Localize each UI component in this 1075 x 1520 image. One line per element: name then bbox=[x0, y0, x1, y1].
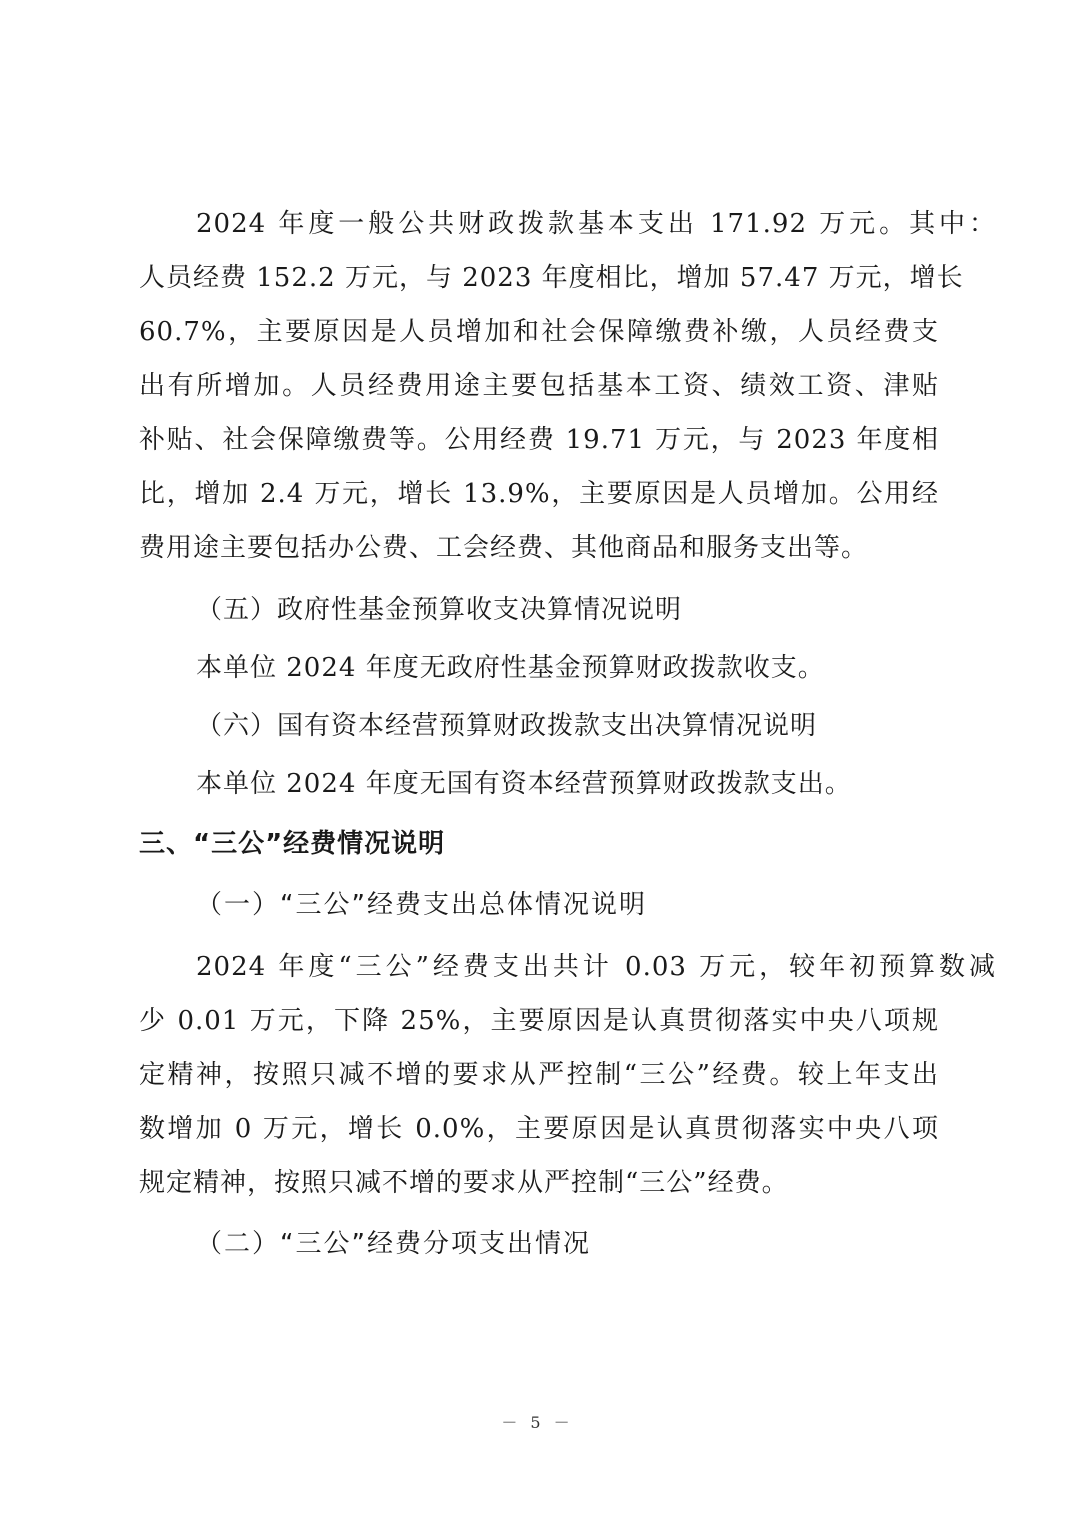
section-heading: 三、“三公”经费情况说明 bbox=[139, 829, 446, 859]
paragraph-line: 本单位 2024 年度无国有资本经营预算财政拨款支出。 bbox=[196, 769, 852, 799]
paragraph-line: 2024 年度“三公”经费支出共计 0.03 万元，较年初预算数减 bbox=[196, 952, 996, 982]
paragraph-line: 规定精神，按照只减不增的要求从严控制“三公”经费。 bbox=[139, 1168, 789, 1198]
paragraph-line: 数增加 0 万元，增长 0.0%，主要原因是认真贯彻落实中央八项 bbox=[139, 1114, 939, 1144]
paragraph-line: 少 0.01 万元，下降 25%，主要原因是认真贯彻落实中央八项规 bbox=[139, 1006, 939, 1036]
section-subheading: （二）“三公”经费分项支出情况 bbox=[196, 1229, 591, 1259]
paragraph-line: 比，增加 2.4 万元，增长 13.9%，主要原因是人员增加。公用经 bbox=[139, 479, 939, 509]
section-subheading: （五）政府性基金预算收支决算情况说明 bbox=[196, 595, 683, 625]
paragraph-line: 2024 年度一般公共财政拨款基本支出 171.92 万元。其中： bbox=[196, 209, 996, 239]
paragraph-line: 60.7%，主要原因是人员增加和社会保障缴费补缴，人员经费支 bbox=[139, 317, 939, 347]
section-subheading: （六）国有资本经营预算财政拨款支出决算情况说明 bbox=[196, 711, 818, 741]
paragraph-line: 补贴、社会保障缴费等。公用经费 19.71 万元，与 2023 年度相 bbox=[139, 425, 939, 455]
paragraph-line: 人员经费 152.2 万元，与 2023 年度相比，增加 57.47 万元，增长 bbox=[139, 263, 964, 293]
paragraph-line: 本单位 2024 年度无政府性基金预算财政拨款收支。 bbox=[196, 653, 825, 683]
paragraph-line: 定精神，按照只减不增的要求从严控制“三公”经费。较上年支出 bbox=[139, 1060, 939, 1090]
paragraph-line: 费用途主要包括办公费、工会经费、其他商品和服务支出等。 bbox=[139, 533, 869, 563]
page-number: － 5 － bbox=[501, 1413, 574, 1432]
paragraph-line: 出有所增加。人员经费用途主要包括基本工资、绩效工资、津贴 bbox=[139, 371, 939, 401]
section-subheading: （一）“三公”经费支出总体情况说明 bbox=[196, 890, 647, 920]
